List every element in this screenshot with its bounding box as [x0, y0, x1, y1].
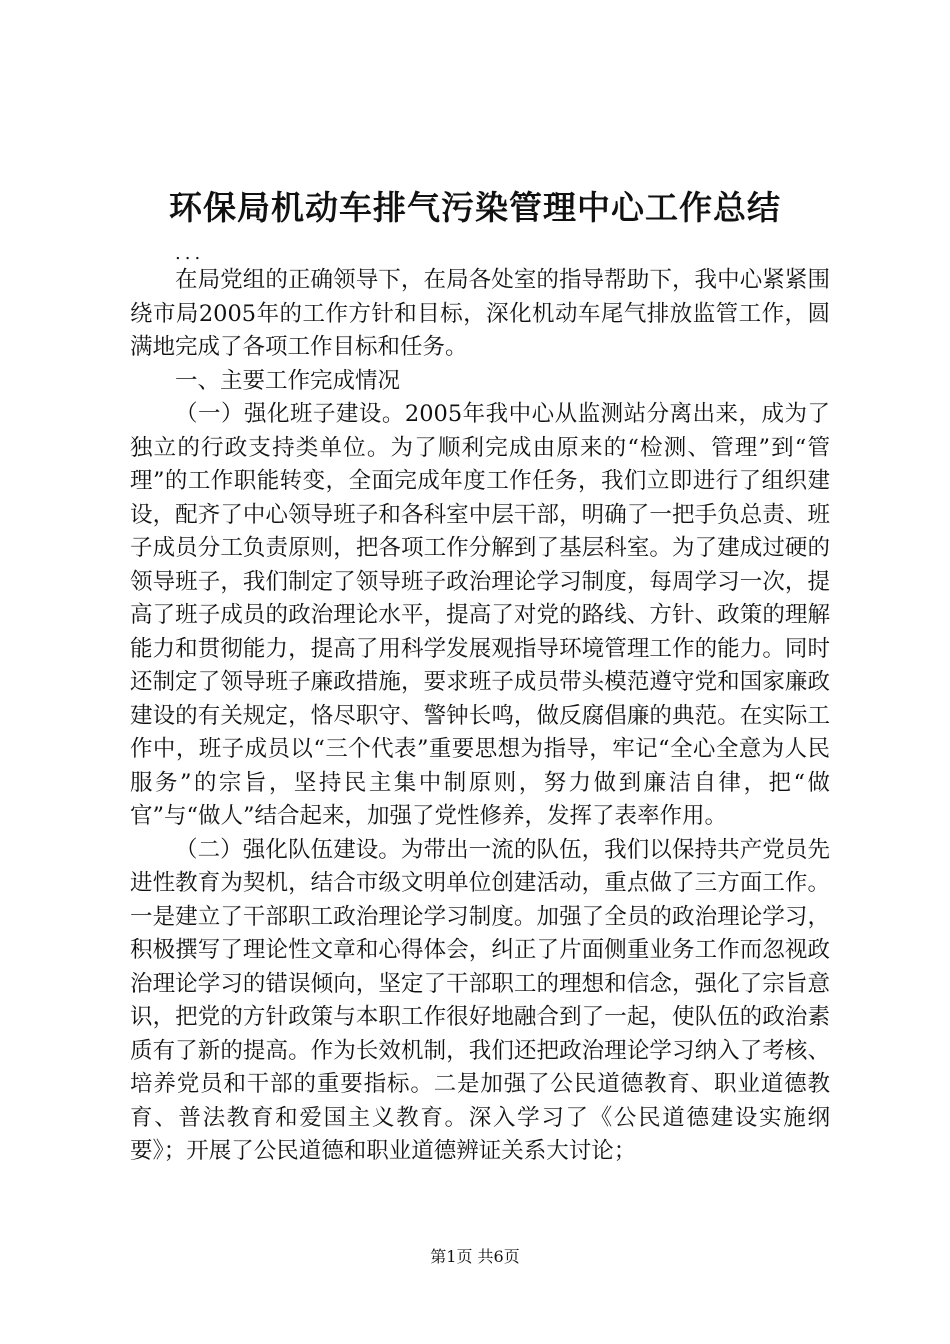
document-title: 环保局机动车排气污染管理中心工作总结	[169, 188, 781, 227]
paragraph-leadership: （一）强化班子建设。2005年我中心从监测站分离出来，成为了独立的行政支持类单位。为了顺利完成由原来的“检测、管理”到“管理”的工作职能转变，全面完成年度工作任务，我们立即进行了组织建设，配齐了中心领导班子和各科室中层干部，明确了一把手负总责、班子成员分工负责原则，把各项工作分解到了基层科室。为了建成过硬的领导班子，我们制定了领导班子政治理论学习制度，每周学习一次，提高了班子成员的政治理论水平，提高了对党的路线、方针、政策的理解能力和贯彻能力，提高了用科学发展观指导环境管理工作的能力。同时还制定了领导班子廉政措施，要求班子成员带头模范遵守党和国家廉政建设的有关规定，恪尽职守、警钟长鸣，做反腐倡廉的典范。在实际工作中，班子成员以“三个代表”重要思想为指导，牢记“全心全意为人民服务”的宗旨，坚持民主集中制原则，努力做到廉洁自律，把“做官”与“做人”结合起来，加强了党性修养，发挥了表率作用。	[130, 401, 830, 829]
page-footer: 第1页 共6页	[430, 1247, 520, 1266]
ellipsis-mark: ...	[175, 243, 205, 264]
paragraph-team: （二）强化队伍建设。为带出一流的队伍，我们以保持共产党员先进性教育为契机，结合市级文明单位创建活动，重点做了三方面工作。一是建立了干部职工政治理论学习制度。加强了全员的政治理论学习，积极撰写了理论性文章和心得体会，纠正了片面侧重业务工作而忽视政治理论学习的错误倾向，坚定了干部职工的理想和信念，强化了宗旨意识，把党的方针政策与本职工作很好地融合到了一起，使队伍的政治素质有了新的提高。作为长效机制，我们还把政治理论学习纳入了考核、培养党员和干部的重要指标。二是加强了公民道德教育、职业道德教育、普法教育和爱国主义教育。深入学习了《公民道德建设实施纲要》；开展了公民道德和职业道德辨证关系大讨论；	[130, 836, 830, 1164]
paragraph-intro: 在局党组的正确领导下，在局各处室的指导帮助下，我中心紧紧围绕市局2005年的工作方针和目标，深化机动车尾气排放监管工作，圆满地完成了各项工作目标和任务。	[130, 267, 830, 360]
section-heading: 一、主要工作完成情况	[175, 367, 401, 394]
document-body	[130, 264, 830, 1169]
